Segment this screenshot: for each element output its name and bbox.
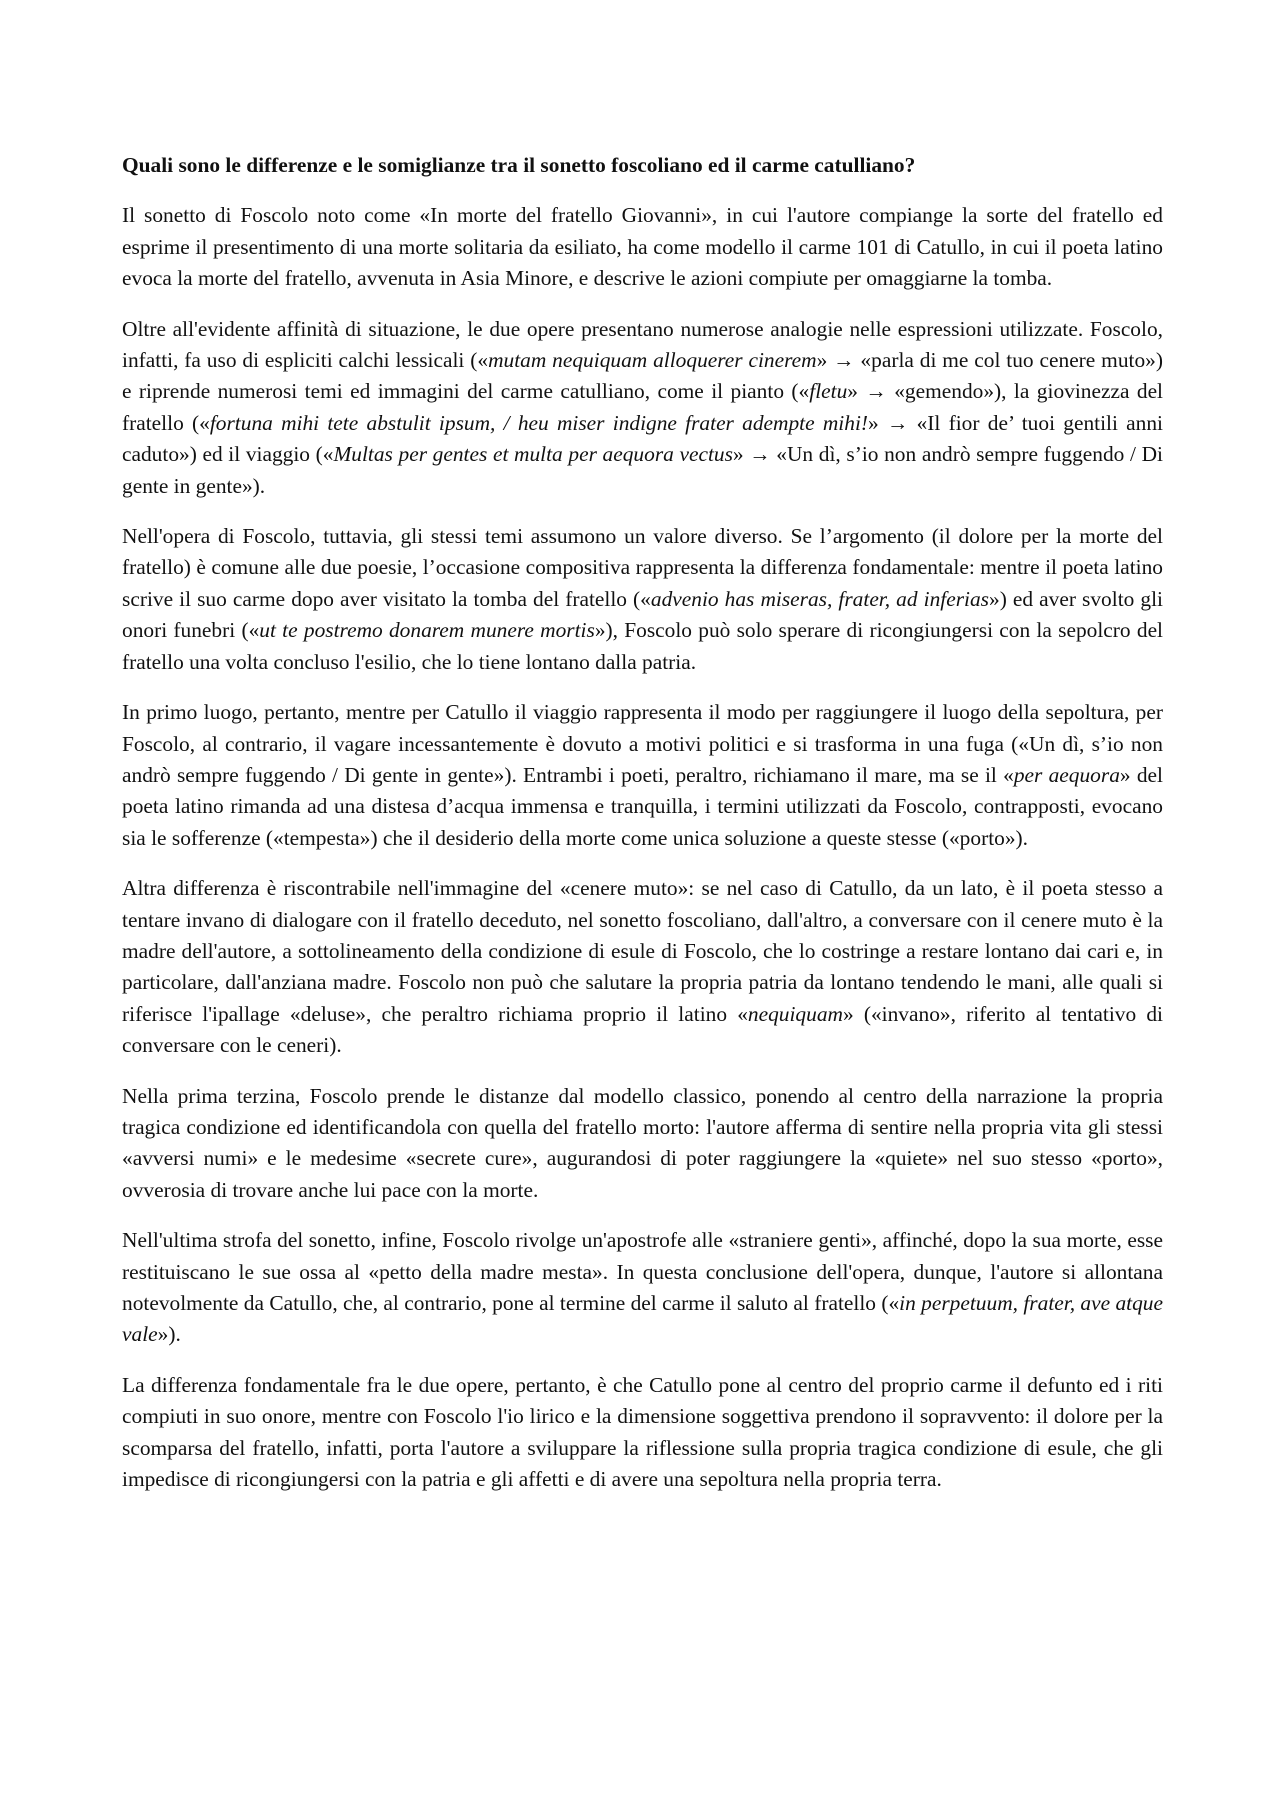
latin-quote: nequiquam bbox=[747, 1001, 843, 1026]
latin-quote: ut te postremo donarem munere mortis bbox=[259, 618, 595, 643]
text-run: La differenza fondamentale fra le due opere, pertanto, è che Catullo pone al centro del proprio carme il defunto ed i riti compiuti in suo onore, mentre con Foscolo l'io lirico e la dimensione soggettiva prendono il sopravvento: il dolore per la scomparsa del fratello, infatti, porta l'autore a sviluppare la riflessione sulla propria tragica condizione di esule, che gli impedisce di ricongiungersi con la patria e gli affetti e di avere una sepoltura nella propria terra. bbox=[122, 1372, 1163, 1492]
paragraph bbox=[122, 697, 1163, 854]
text-run: » → «gemendo»), la giovinezza del fratello (« bbox=[122, 379, 1164, 435]
latin-quote: advenio has miseras, frater, ad inferias bbox=[650, 586, 990, 611]
text-run: In primo luogo, pertanto, mentre per Catullo il viaggio rappresenta il modo per raggiungere il luogo della sepoltura, per Foscolo, al contrario, il vagare incessantemente è dovuto a motivi politici e si trasforma in una fuga («Un dì, s’io non andrò sempre fuggendo / Di gente in gente»). Entrambi i poeti, peraltro, richiamano il mare, ma se il « bbox=[122, 700, 1163, 787]
paragraph bbox=[122, 873, 1163, 1061]
text-run: Nella prima terzina, Foscolo prende le distanze dal modello classico, ponendo al centro della narrazione la propria tragica condizione ed identificandola con quella del fratello morto: l'autore afferma di sentire nella propria vita gli stessi «avversi numi» e le medesime «secrete cure», augurandosi di poter raggiungere la «quiete» nel suo stesso «porto», ovverosia di trovare anche lui pace con la morte. bbox=[122, 1083, 1163, 1202]
document-title: Quali sono le differenze e le somiglianze tra il sonetto foscoliano ed il carme catulliano? bbox=[122, 153, 916, 177]
text-run: Nell'ultima strofa del sonetto, infine, Foscolo rivolge un'apostrofe alle «straniere genti», affinché, dopo la sua morte, esse restituiscano le sue ossa al «petto della madre mesta». In questa conclusione dell'opera, dunque, l'autore si allontana notevolmente da Catullo, che, al contrario, pone al termine del carme il saluto al fratello (« bbox=[122, 1228, 1163, 1315]
paragraph bbox=[122, 314, 1163, 502]
latin-quote: in perpetuum, frater, ave atque vale bbox=[122, 1291, 1163, 1347]
document-page bbox=[122, 150, 1163, 1514]
text-run: ») ed aver svolto gli onori funebri (« bbox=[122, 586, 1163, 643]
latin-quote: per aequora bbox=[1013, 762, 1120, 787]
latin-quote: Multas per gentes et multa per aequora vectus bbox=[333, 442, 733, 467]
text-run: Il sonetto di Foscolo noto come «In morte del fratello Giovanni», in cui l'autore compiange la sorte del fratello ed esprime il presentimento di una morte solitaria da esiliato, ha come modello il carme 101 di Catullo, in cui il poeta latino evoca la morte del fratello, avvenuta in Asia Minore, e descrive le azioni compiute per omaggiarne la tomba. bbox=[122, 203, 1163, 291]
text-run: » → «Il fior de’ tuoi gentili anni caduto») ed il viaggio (« bbox=[122, 410, 1163, 467]
text-run: Nell'opera di Foscolo, tuttavia, gli stessi temi assumono un valore diverso. Se l’argomento (il dolore per la morte del fratello) è comune alle due poesie, l’occasione compositiva rappresenta la differenza fondamentale: mentre il poeta latino scrive il suo carme dopo aver visitato la tomba del fratello (« bbox=[122, 524, 1163, 611]
paragraph bbox=[122, 1225, 1163, 1351]
paragraph bbox=[122, 1370, 1163, 1496]
text-run: »), Foscolo può solo sperare di ricongiungersi con la sepolcro del fratello una volta concluso l'esilio, che lo tiene lontano dalla patria. bbox=[122, 618, 1164, 674]
text-run: » → «Un dì, s’io non andrò sempre fuggendo / Di gente in gente»). bbox=[122, 442, 1163, 498]
paragraph bbox=[122, 521, 1163, 678]
document-body bbox=[122, 200, 1163, 1495]
text-run: Oltre all'evidente affinità di situazione, le due opere presentano numerose analogie nelle espressioni utilizzate. Foscolo, infatti, fa uso di espliciti calchi lessicali (« bbox=[122, 316, 1163, 373]
text-run: »). bbox=[157, 1322, 181, 1347]
paragraph bbox=[122, 1081, 1163, 1207]
latin-quote: mutam nequiquam alloquerer cinerem bbox=[488, 348, 817, 373]
text-run: » → «parla di me col tuo cenere muto») e riprende numerosi temi ed immagini del carme catulliano, come il pianto (« bbox=[122, 348, 1163, 404]
paragraph bbox=[122, 200, 1163, 294]
text-run: Altra differenza è riscontrabile nell'immagine del «cenere muto»: se nel caso di Catullo, da un lato, è il poeta stesso a tentare invano di dialogare con il fratello deceduto, nel sonetto foscoliano, dall'altro, a conversare con il cenere muto è la madre dell'autore, a sottolineamento della condizione di esule di Foscolo, che lo costringe a restare lontano dai cari e, in particolare, dall'anziana madre. Foscolo non può che salutare la propria patria da lontano tendendo le mani, alle quali si riferisce l'ipallage «deluse», che peraltro richiama proprio il latino « bbox=[122, 876, 1163, 1026]
latin-quote: fletu bbox=[809, 379, 848, 404]
text-run: » («invano», riferito al tentativo di conversare con le ceneri). bbox=[122, 1001, 1163, 1058]
latin-quote: fortuna mihi tete abstulit ipsum, / heu miser indigne frater adempte mihi! bbox=[209, 410, 869, 435]
text-run: » del poeta latino rimanda ad una distesa d’acqua immensa e tranquilla, i termini utilizzati da Foscolo, contrapposti, evocano sia le sofferenze («tempesta») che il desiderio della morte come unica soluzione a queste stesse («porto»). bbox=[122, 762, 1163, 850]
